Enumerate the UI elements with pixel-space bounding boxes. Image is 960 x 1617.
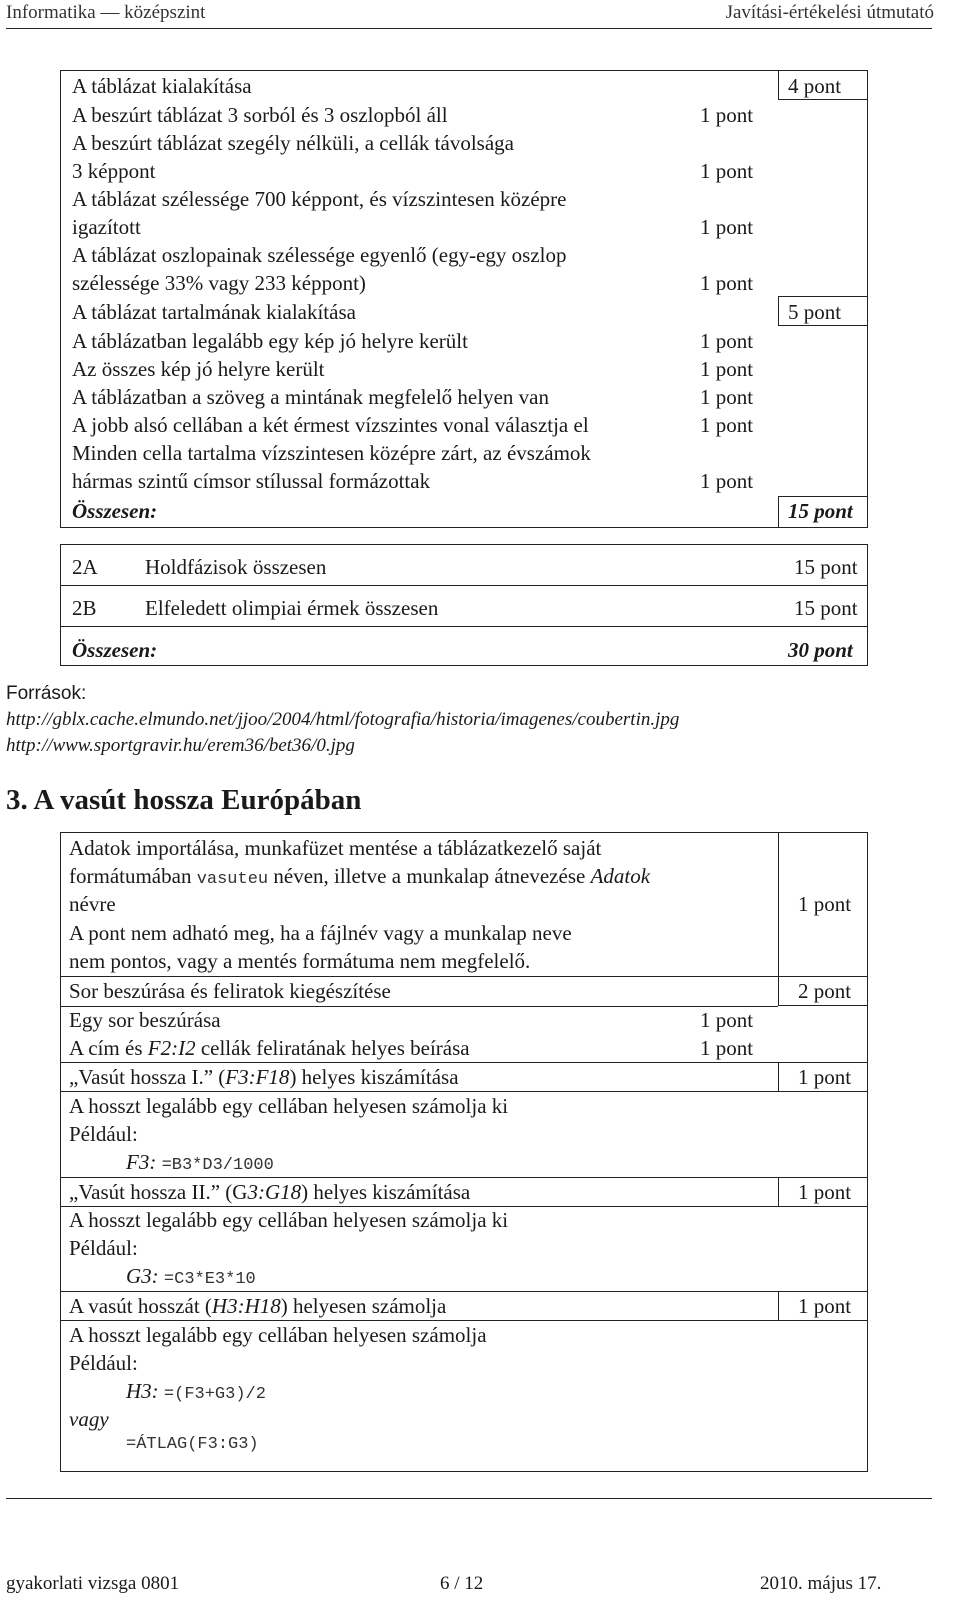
criterion-centered: Minden cella tartalma vízszintesen középre zárt, az évszámok bbox=[72, 441, 591, 465]
criterion-pts: 1 pont bbox=[798, 892, 852, 916]
criterion-import-2 bbox=[69, 862, 650, 894]
criterion-width: A táblázat szélessége 700 képpont, és vízszintesen középre bbox=[72, 187, 567, 211]
example-label: Például: bbox=[69, 1122, 138, 1146]
criterion-pts: 1 pont bbox=[700, 159, 754, 183]
summary-code-2b: 2B bbox=[72, 596, 97, 620]
table-title-pts: 4 pont bbox=[788, 74, 842, 98]
criterion-import-note: A pont nem adható meg, ha a fájlnév vagy a munkalap neve bbox=[69, 921, 572, 945]
formula-example bbox=[126, 1148, 274, 1180]
header-rule bbox=[6, 28, 932, 29]
criterion-border-2: 3 képpont bbox=[72, 159, 156, 183]
pts-col-divider bbox=[778, 1291, 779, 1321]
summary-divider bbox=[60, 626, 868, 627]
criterion-insert-row-title: Sor beszúrása és feliratok kiegészítése bbox=[69, 979, 391, 1003]
text: formátumában bbox=[69, 864, 197, 888]
summary-code-2a: 2A bbox=[72, 555, 98, 579]
cell-ref: H3: bbox=[126, 1379, 159, 1403]
criterion-hline: A jobb alsó cellában a két érmest vízszintes vonal választja el bbox=[72, 413, 589, 437]
footer-date: 2010. május 17. bbox=[760, 1573, 882, 1594]
filename-code: vasuteu bbox=[196, 870, 269, 889]
criterion-pts: 1 pont bbox=[700, 385, 754, 409]
sources-label: Források: bbox=[6, 683, 87, 704]
criterion-length-avg bbox=[69, 1292, 446, 1320]
summary-total-label: Összesen: bbox=[72, 638, 158, 662]
criterion-length-1 bbox=[69, 1063, 459, 1091]
text: „Vasút hossza II.” (G bbox=[69, 1180, 248, 1204]
page-header bbox=[6, 2, 934, 28]
criterion-pts: 1 pont bbox=[700, 329, 754, 353]
criterion-pts: 1 pont bbox=[798, 1294, 852, 1318]
criterion-note: A hosszt legalább egy cellában helyesen számolja bbox=[69, 1323, 487, 1347]
criterion-pts: 1 pont bbox=[798, 1180, 852, 1204]
summary-divider bbox=[60, 585, 868, 586]
criterion-centered-2: hármas szintű címsor stílussal formázottak bbox=[72, 469, 431, 493]
summary-total-pts: 30 pont bbox=[788, 638, 853, 662]
criterion-pts: 1 pont bbox=[700, 103, 754, 127]
criterion-pts: 2 pont bbox=[798, 979, 852, 1003]
content-title-pts: 5 pont bbox=[788, 300, 842, 324]
example-label: Például: bbox=[69, 1236, 138, 1260]
criterion-length-2 bbox=[69, 1178, 470, 1206]
source-url[interactable]: http://www.sportgravir.hu/erem36/bet36/0.jpg bbox=[6, 735, 355, 756]
criterion-pts: 1 pont bbox=[700, 413, 754, 437]
criterion-columns-2: szélessége 33% vagy 233 képpont) bbox=[72, 271, 366, 295]
criterion-pts: 1 pont bbox=[700, 1036, 754, 1060]
text: ) helyes kiszámítása bbox=[289, 1065, 459, 1089]
cell-range: F2:I2 bbox=[147, 1036, 196, 1060]
text: néven, illetve a munkalap átnevezése bbox=[268, 864, 591, 888]
criterion-pts: 1 pont bbox=[700, 357, 754, 381]
criterion-one-image: A táblázatban legalább egy kép jó helyre került bbox=[72, 329, 468, 353]
criterion-border: A beszúrt táblázat szegély nélküli, a cellák távolsága bbox=[72, 131, 514, 155]
text: „Vasút hossza I.” ( bbox=[69, 1065, 226, 1089]
criterion-pts: 1 pont bbox=[700, 1008, 754, 1032]
footer-page: 6 / 12 bbox=[440, 1573, 484, 1594]
summary-text-2a: Holdfázisok összesen bbox=[145, 555, 327, 579]
criterion-columns: A táblázat oszlopainak szélessége egyenlő (egy-egy oszlop bbox=[72, 243, 567, 267]
source-url[interactable]: http://gblx.cache.elmundo.net/jjoo/2004/html/fotografia/historia/imagenes/coubertin.jpg bbox=[6, 709, 680, 730]
cell-range: F3:F18 bbox=[225, 1065, 290, 1089]
criterion-text: A táblázatban a szöveg a mintának megfelelő helyen van bbox=[72, 385, 549, 409]
criterion-import: Adatok importálása, munkafüzet mentése a táblázatkezelő saját bbox=[69, 836, 602, 860]
footer-rule bbox=[6, 1498, 932, 1499]
example-label: Például: bbox=[69, 1351, 138, 1375]
table-title: A táblázat kialakítása bbox=[72, 74, 252, 98]
pts-col-divider bbox=[778, 1062, 779, 1092]
pts-col-divider bbox=[778, 1177, 779, 1207]
summary-text-2b: Elfeledett olimpiai érmek összesen bbox=[145, 596, 439, 620]
content-title: A táblázat tartalmának kialakítása bbox=[72, 300, 356, 324]
pts-col-divider bbox=[778, 832, 779, 976]
table1-total-pts: 15 pont bbox=[788, 499, 853, 523]
cell-range: 3:G18 bbox=[247, 1180, 302, 1204]
sheet-name: Adatok bbox=[590, 864, 651, 888]
cell-ref: F3: bbox=[126, 1150, 157, 1174]
header-doc-title: Javítási-értékelési útmutató bbox=[725, 2, 934, 23]
formula-example bbox=[126, 1262, 256, 1294]
section-title: 3. A vasút hossza Európában bbox=[6, 784, 362, 816]
text: A cím és bbox=[69, 1036, 148, 1060]
formula: =C3*E3*10 bbox=[163, 1270, 256, 1289]
criterion-all-images: Az összes kép jó helyre került bbox=[72, 357, 325, 381]
cell-range: H3:H18 bbox=[211, 1294, 281, 1318]
criterion-rows: A beszúrt táblázat 3 sorból és 3 oszlopból áll bbox=[72, 103, 448, 127]
or-label: vagy bbox=[69, 1407, 109, 1431]
criterion-pts: 1 pont bbox=[700, 271, 754, 295]
formula-alt: =ÁTLAG(F3:G3) bbox=[126, 1435, 259, 1454]
table1-total-label: Összesen: bbox=[72, 499, 158, 523]
criterion-pts: 1 pont bbox=[700, 469, 754, 493]
summary-pts-2b: 15 pont bbox=[794, 596, 858, 620]
text: ) helyes kiszámítása bbox=[301, 1180, 471, 1204]
criterion-pts: 1 pont bbox=[798, 1065, 852, 1089]
criterion-import-3: névre bbox=[69, 892, 116, 916]
formula: =(F3+G3)/2 bbox=[163, 1385, 266, 1404]
text: A vasút hosszát ( bbox=[69, 1294, 212, 1318]
header-subject: Informatika — középszint bbox=[6, 2, 206, 23]
formula: =B3*D3/1000 bbox=[161, 1156, 274, 1175]
footer-exam: gyakorlati vizsga 0801 bbox=[6, 1573, 180, 1594]
summary-pts-2a: 15 pont bbox=[794, 555, 858, 579]
criterion-note: A hosszt legalább egy cellában helyesen számolja ki bbox=[69, 1208, 509, 1232]
criterion-insert-row: Egy sor beszúrása bbox=[69, 1008, 221, 1032]
criterion-note: A hosszt legalább egy cellában helyesen számolja ki bbox=[69, 1094, 509, 1118]
criterion-import-note-2: nem pontos, vagy a mentés formátuma nem megfelelő. bbox=[69, 949, 531, 973]
criterion-pts: 1 pont bbox=[700, 215, 754, 239]
criterion-labels bbox=[69, 1034, 470, 1062]
text: cellák feliratának helyes beírása bbox=[195, 1036, 470, 1060]
formula-example bbox=[126, 1377, 266, 1409]
criterion-width-2: igazított bbox=[72, 215, 141, 239]
cell-ref: G3: bbox=[126, 1264, 159, 1288]
text: ) helyesen számolja bbox=[280, 1294, 447, 1318]
